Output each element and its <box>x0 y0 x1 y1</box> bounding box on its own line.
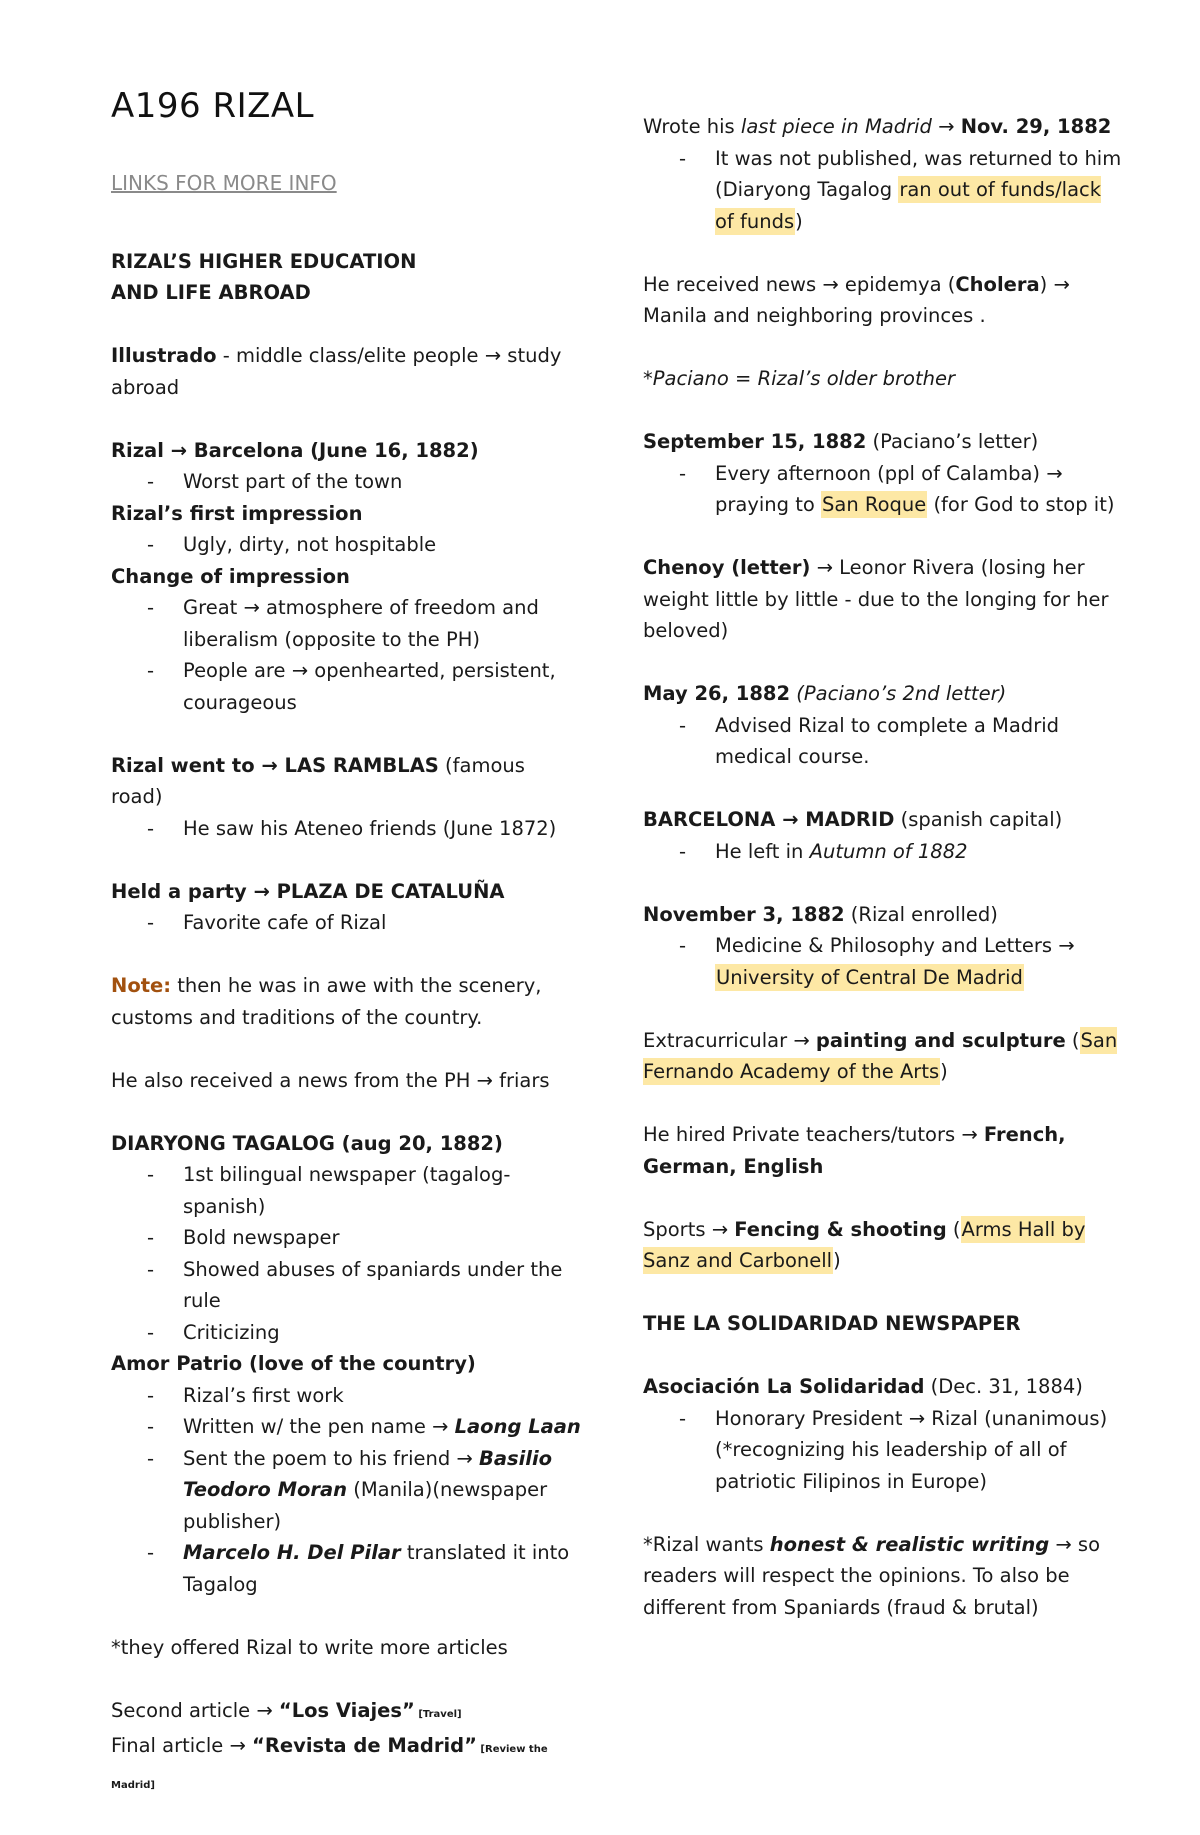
november-heading <box>643 899 1123 931</box>
date: Nov. 29, 1882 <box>960 115 1112 138</box>
text: Every afternoon (ppl of Calamba) → praying to <box>715 461 1063 516</box>
sports-paragraph <box>643 1214 1123 1277</box>
barcelona-madrid-list <box>643 836 1123 868</box>
text: Wrote his <box>643 115 741 138</box>
list-item-text: translated it into Tagalog <box>183 1541 570 1596</box>
text: Sports → <box>643 1217 735 1241</box>
change-list <box>111 592 581 718</box>
text: (Paciano’s letter) <box>866 430 1039 453</box>
text: French, German, English <box>643 1123 1066 1178</box>
text: ( <box>946 1217 961 1241</box>
text: → Leonor Rivera (losing her weight little by little - due to the longing for her beloved) <box>643 556 1109 642</box>
text: He left in <box>715 839 810 863</box>
page-title: A196 RIZAL <box>111 86 315 126</box>
text: It was not published, was returned to him (Diaryong Tagalog <box>715 146 1122 201</box>
tutors-paragraph <box>643 1119 1123 1182</box>
epidemya-paragraph <box>643 269 1123 332</box>
text: ) <box>833 1249 841 1272</box>
date: September 15, 1882 <box>643 430 867 453</box>
diaryong-heading: DIARYONG TAGALOG (aug 20, 1882) <box>111 1131 503 1155</box>
list-item: - He saw his Ateneo friends (June 1872) <box>183 813 581 845</box>
november-list <box>643 930 1123 993</box>
list-item-text: Written w/ the pen name → <box>183 1415 455 1438</box>
september-heading <box>643 426 1123 458</box>
section-heading-line-1: RIZAL’S HIGHER EDUCATION <box>111 249 417 273</box>
highlight: San Fernando Academy of the Arts <box>643 1028 1118 1083</box>
text: honest & realistic writing <box>769 1532 1050 1556</box>
list-item <box>183 1411 581 1443</box>
diaryong-list <box>111 1159 581 1348</box>
note-label: Note: <box>111 974 172 997</box>
final-article <box>111 1730 581 1801</box>
highlight: Arms Hall by Sanz and Carbonell <box>643 1217 1086 1272</box>
text: → <box>931 115 961 138</box>
text: → so readers will respect the opinions. To also be different from Spaniards (fraud & brutal) <box>643 1532 1100 1619</box>
left-column <box>111 0 581 1801</box>
text: ) <box>940 1060 948 1083</box>
paciano-note: *Paciano = Rizal’s older brother <box>643 367 955 390</box>
ramblas-title: Rizal went to → LAS RAMBLAS <box>111 753 439 777</box>
text: (Rizal enrolled) <box>844 902 998 926</box>
may-list <box>643 710 1123 773</box>
text: He received news → epidemya ( <box>643 272 956 296</box>
list-item <box>715 836 1123 868</box>
second-article-label: Second article → <box>111 1698 279 1722</box>
change-heading: Change of impression <box>111 564 350 588</box>
text: Chenoy (letter) <box>643 556 811 579</box>
last-piece-list <box>643 143 1123 238</box>
list-item <box>183 655 581 718</box>
list-item: - Rizal’s first work <box>183 1380 581 1412</box>
note-paragraph <box>111 970 581 1033</box>
text: ) <box>795 209 803 233</box>
translator-name: Marcelo H. Del Pilar <box>183 1541 401 1564</box>
right-column <box>643 0 1123 1623</box>
text: BARCELONA → MADRID <box>643 808 895 831</box>
final-article-label: Final article → <box>111 1734 253 1757</box>
list-item: - Worst part of the town <box>183 466 581 498</box>
extracurricular-paragraph <box>643 1025 1123 1088</box>
list-item-text: openhearted, persistent, courageous <box>183 659 556 714</box>
list-item-text: (Manila)(newspaper publisher) <box>183 1478 548 1533</box>
text: (for God to stop it) <box>927 493 1115 516</box>
rizal-wants-paragraph <box>643 1529 1123 1624</box>
text: He hired Private teachers/tutors → <box>643 1123 984 1146</box>
list-item <box>715 458 1123 521</box>
first-impression-list <box>111 529 581 561</box>
text: Extracurricular → <box>643 1028 816 1052</box>
plaza-heading: Held a party → PLAZA DE CATALUÑA <box>111 879 505 903</box>
final-article-translation: [Review the Madrid] <box>111 1744 548 1791</box>
chenoy-paragraph <box>643 552 1123 647</box>
list-item: - Great → atmosphere of freedom and liberalism (opposite to the PH) <box>183 592 581 655</box>
list-item-text: People are → <box>183 659 315 682</box>
text: (Paciano’s 2nd letter) <box>790 682 1007 705</box>
second-article <box>111 1695 581 1731</box>
list-item-text: Sent the poem to his friend → <box>183 1446 479 1470</box>
text: last piece in Madrid <box>740 115 932 138</box>
asociacion-list <box>643 1403 1123 1498</box>
ilustrado-text: - middle class/elite people → study abroad <box>111 344 562 399</box>
asociacion-heading <box>643 1371 1123 1403</box>
list-item: - 1st bilingual newspaper (tagalog- spanish) <box>183 1159 581 1222</box>
amor-heading: Amor Patrio (love of the country) <box>111 1352 476 1375</box>
barcelona-list <box>111 466 581 498</box>
text: ( <box>1065 1028 1080 1052</box>
amor-list <box>111 1380 581 1601</box>
list-item <box>183 1443 581 1538</box>
news-paragraph: He also received a news from the PH → friars <box>111 1068 550 1092</box>
text: (spanish capital) <box>894 808 1063 831</box>
links-for-more-info-link[interactable]: LINKS FOR MORE INFO <box>111 171 337 195</box>
offered-paragraph: *they offered Rizal to write more articles <box>111 1635 508 1659</box>
section-heading-line-2: AND LIFE ABROAD <box>111 281 311 304</box>
first-impression-heading: Rizal’s first impression <box>111 501 363 525</box>
plaza-list <box>111 907 581 939</box>
text: Autumn of 1882 <box>809 839 968 863</box>
text: painting and sculpture <box>815 1028 1066 1052</box>
ramblas-note: (famous road) <box>111 753 525 808</box>
ilustrado-paragraph <box>111 340 581 403</box>
final-article-title: “Revista de Madrid” <box>252 1734 477 1757</box>
disease-name: Cholera <box>955 272 1040 296</box>
list-item: - Ugly, dirty, not hospitable <box>183 529 581 561</box>
list-item <box>183 1537 581 1600</box>
list-item: - Favorite cafe of Rizal <box>183 907 581 939</box>
list-item: - Bold newspaper <box>183 1222 581 1254</box>
pen-name: Laong Laan <box>454 1415 581 1438</box>
barcelona-heading: Rizal → Barcelona (June 16, 1882) <box>111 438 479 462</box>
text: Asociación La Solidaridad <box>643 1375 925 1398</box>
text: Medicine & Philosophy and Letters → <box>715 934 1075 957</box>
second-article-translation: [Travel] <box>414 1708 462 1720</box>
text: Fencing & shooting <box>734 1217 947 1241</box>
list-item <box>715 143 1123 238</box>
solidaridad-heading: THE LA SOLIDARIDAD NEWSPAPER <box>643 1312 1021 1335</box>
list-item: - Criticizing <box>183 1317 581 1349</box>
last-piece-heading <box>643 111 1123 143</box>
second-article-title: “Los Viajes” <box>278 1698 415 1722</box>
list-item: - Showed abuses of spaniards under the rule <box>183 1254 581 1317</box>
may-heading <box>643 678 1123 710</box>
highlight: ran out of funds/lack of funds <box>715 178 1102 233</box>
barcelona-madrid-heading <box>643 804 1123 836</box>
list-item: - Honorary President → Rizal (unanimous) (*recognizing his leadership of all of patriotic Filipinos in Europe) <box>715 1403 1123 1498</box>
ramblas-heading <box>111 750 581 813</box>
date: May 26, 1882 <box>643 682 791 705</box>
ramblas-list <box>111 813 581 845</box>
note-text: then he was in awe with the scenery, customs and traditions of the country. <box>111 974 542 1029</box>
date: November 3, 1882 <box>643 902 845 926</box>
text: *Rizal wants <box>643 1532 770 1556</box>
ilustrado-term: Illustrado <box>111 344 217 367</box>
highlight: University of Central De Madrid <box>716 965 1023 989</box>
highlight: San Roque <box>822 493 927 516</box>
list-item <box>715 930 1123 993</box>
september-list <box>643 458 1123 521</box>
friend-name: Basilio Teodoro Moran <box>183 1446 553 1501</box>
text: (Dec. 31, 1884) <box>924 1375 1083 1398</box>
text: ) → Manila and neighboring provinces . <box>643 272 1070 327</box>
list-item: - Advised Rizal to complete a Madrid medical course. <box>715 710 1123 773</box>
